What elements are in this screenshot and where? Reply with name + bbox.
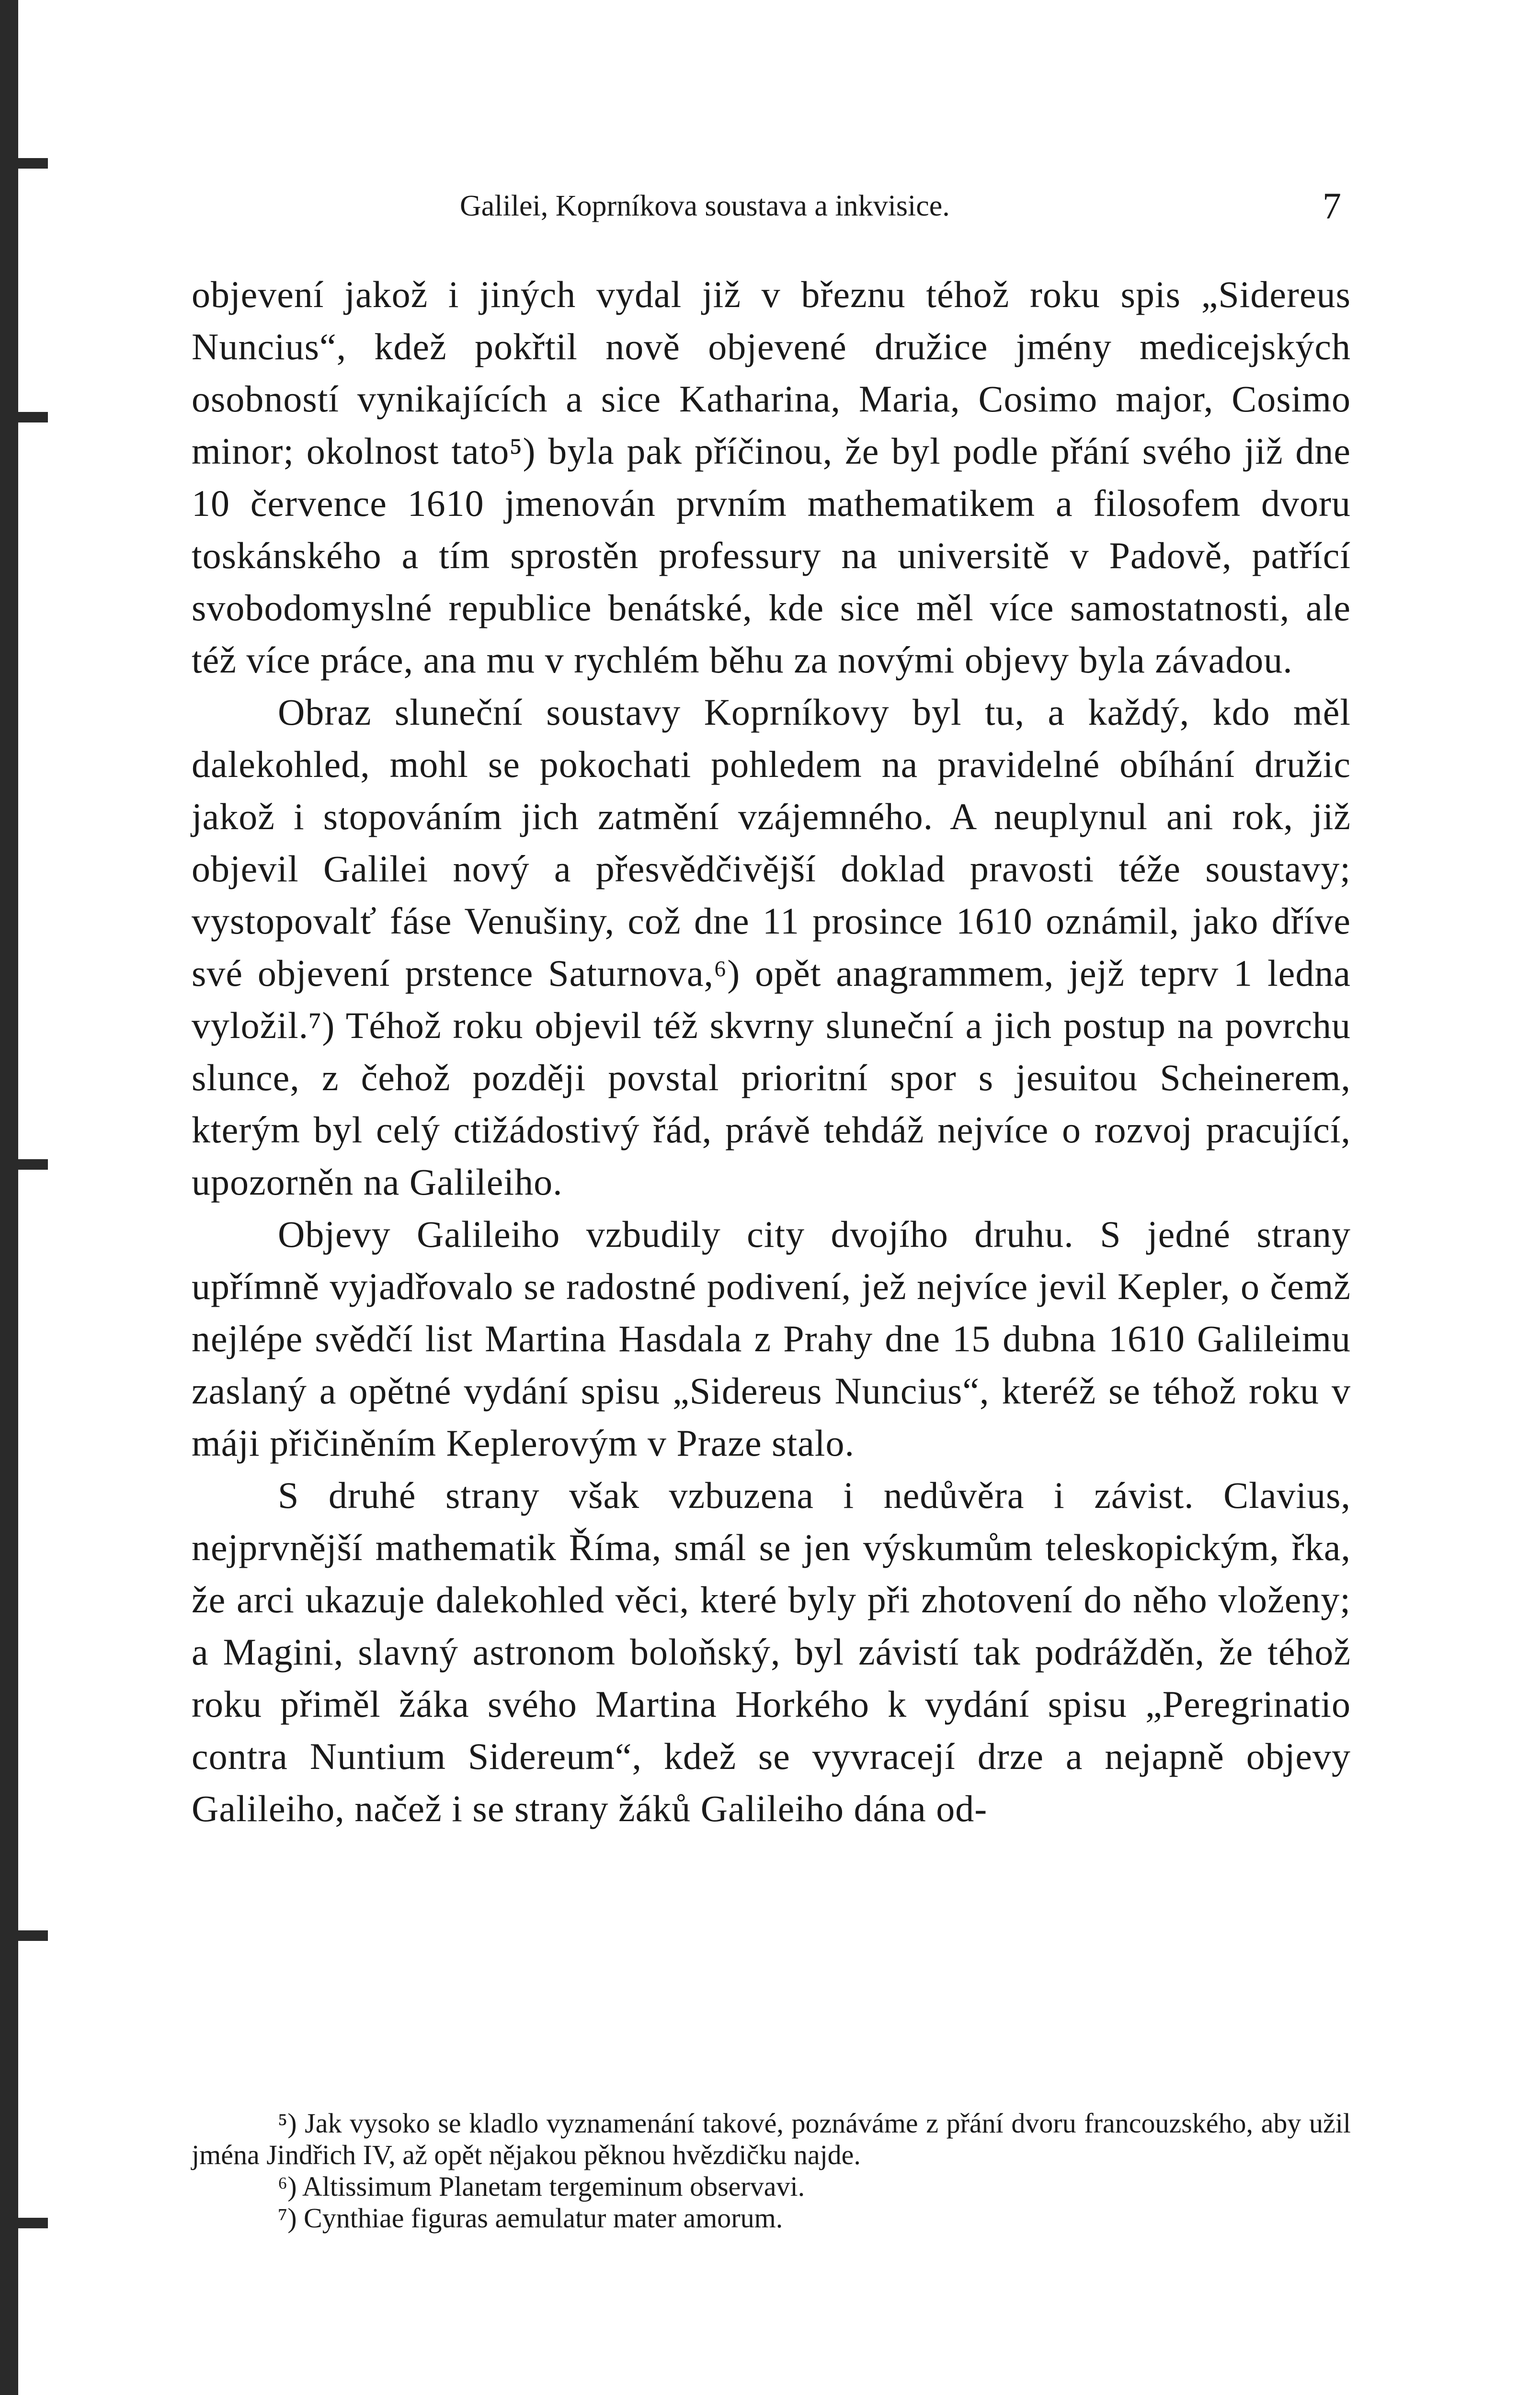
- edge-mark: [5, 2218, 48, 2228]
- page-number: 7: [1323, 185, 1341, 227]
- body-text: [192, 268, 1351, 1835]
- edge-mark: [5, 412, 48, 422]
- page-header: [460, 182, 1341, 230]
- edge-mark: [5, 158, 48, 169]
- footnote-6: ⁶) Altissimum Planetam tergeminum observavi.: [278, 2171, 805, 2202]
- paragraph-4: S druhé strany však vzbuzena i nedůvěra i závist. Clavius, nejprvnější mathematik Říma, smál se jen výskumům teleskopickým, řka, že arci ukazuje dalekohled věci, které byly při zhotovení do něho vloženy; a Magini, slavný astronom boloňský, byl závistí tak podrážděn, že téhož roku přiměl žáka svého Martina Horkého k vydání spisu „Peregrinatio contra Nuntium Sidereum“, kdež se vyvracejí drze a nejapně objevy Galileiho, načež i se strany žáků Galileiho dána od-: [192, 1474, 1351, 1829]
- footnote-5: ⁵) Jak vysoko se kladlo vyznamenání takové, poznáváme z přání dvoru francouzského, aby užil jména Jindřich IV, až opět nějakou pěknou hvězdičku najde.: [192, 2108, 1351, 2170]
- paragraph-3: Objevy Galileiho vzbudily city dvojího druhu. S jedné strany upřímně vyjadřovalo se radostné podivení, jež nejvíce jevil Kepler, o čemž nejlépe svědčí list Martina Hasdala z Prahy dne 15 dubna 1610 Galileimu zaslaný a opětné vydání spisu „Sidereus Nuncius“, kteréž se téhož roku v máji přičiněním Keplerovým v Praze stalo.: [192, 1213, 1351, 1464]
- edge-mark: [5, 1159, 48, 1170]
- edge-mark: [5, 1930, 48, 1941]
- scan-left-edge: [0, 0, 18, 2395]
- paragraph-2: Obraz sluneční soustavy Koprníkovy byl tu, a každý, kdo měl dalekohled, mohl se pokochati pohledem na pravidelné obíhání družic jakož i stopováním jich zatmění vzájemného. A neuplynul ani rok, již objevil Galilei nový a přesvědčivější doklad pravosti téže soustavy; vystopovalť fáse Venušiny, což dne 11 prosince 1610 oznámil, jako dříve své objevení prstence Saturnova,⁶) opět anagrammem, jejž teprv 1 ledna vyložil.⁷) Téhož roku objevil též skvrny sluneční a jich postup na povrchu slunce, z čehož později povstal prioritní spor s jesuitou Scheinerem, kterým byl celý ctižádostivý řád, právě tehdáž nejvíce o rozvoj pracující, upozorněn na Galileiho.: [192, 691, 1351, 1203]
- paragraph-1: objevení jakož i jiných vydal již v březnu téhož roku spis „Sidereus Nuncius“, kdež pokřtil nově objevené družice jmény medicejských osobností vynikajících a sice Katharina, Maria, Cosimo major, Cosimo minor; okolnost tato⁵) byla pak příčinou, že byl podle přání svého již dne 10 července 1610 jmenován prvním mathematikem a filosofem dvoru toskánského a tím sprostěn professury na universitě v Padově, patřící svobodomyslné republice benátské, kde sice měl více samostatnosti, ale též více práce, ana mu v rychlém běhu za novými objevy byla závadou.: [192, 274, 1351, 681]
- running-title: Galilei, Koprníkova soustava a inkvisice.: [460, 190, 950, 222]
- footnotes: [192, 2108, 1351, 2234]
- footnote-7: ⁷) Cynthiae figuras aemulatur mater amorum.: [278, 2202, 783, 2234]
